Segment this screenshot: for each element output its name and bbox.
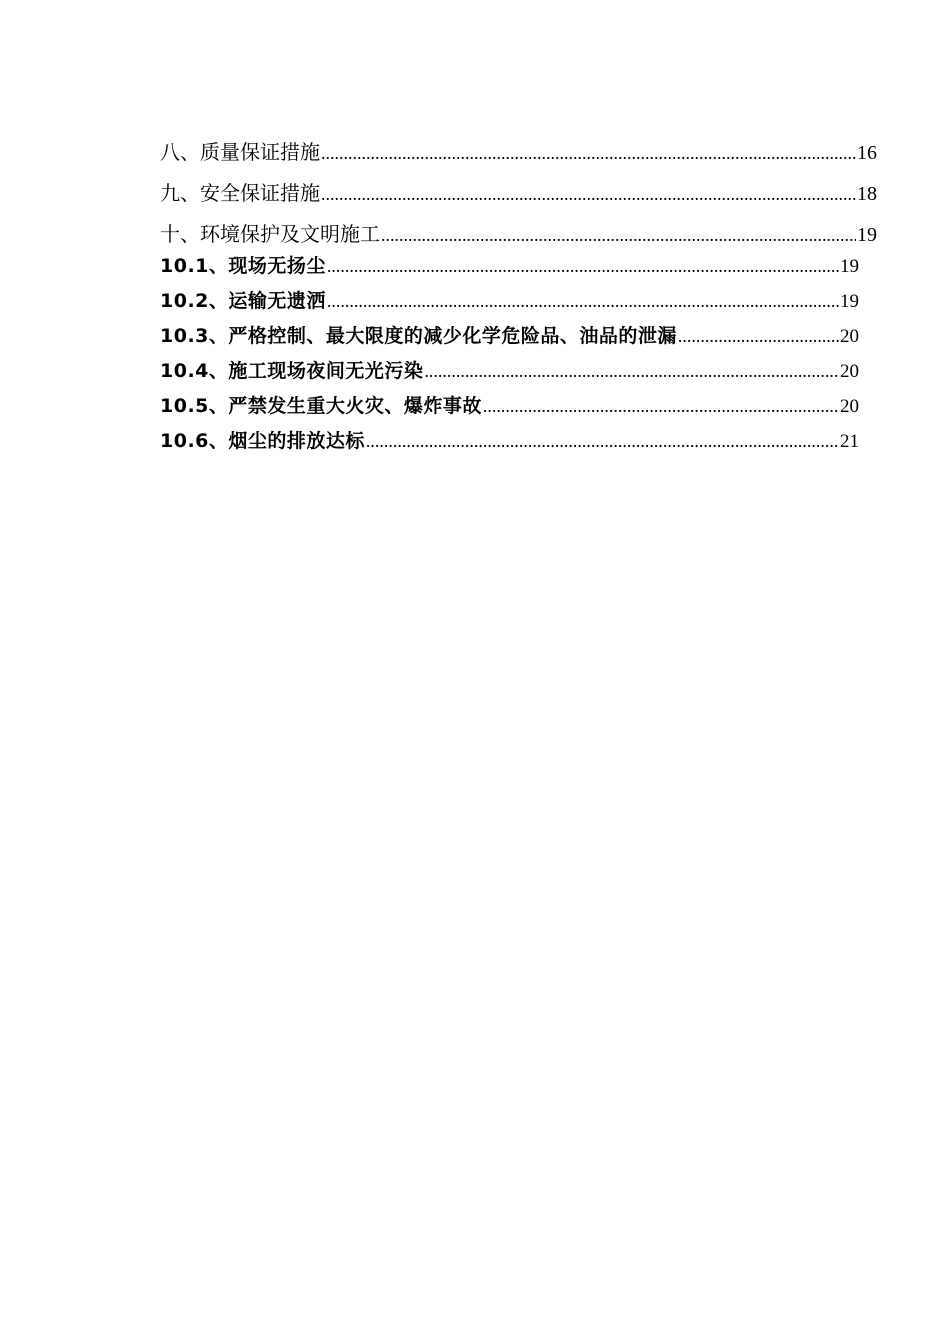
toc-entry-environmental-protection[interactable]: [160, 218, 877, 247]
toc-dot-leader: [483, 396, 839, 417]
toc-entry-safety-assurance[interactable]: [160, 177, 877, 206]
toc-entry-title: 十、环境保护及文明施工: [160, 222, 380, 246]
toc-entry-10-2[interactable]: [160, 286, 859, 313]
toc-entry-10-5[interactable]: [160, 391, 859, 418]
toc-dot-leader: [321, 184, 856, 205]
toc-page-number: 19: [840, 291, 859, 312]
toc-entry-title: 10.2、运输无遗洒: [160, 290, 326, 312]
toc-page-number: 18: [857, 183, 877, 205]
toc-dot-leader: [678, 326, 839, 347]
toc-dot-leader: [381, 225, 856, 246]
toc-entry-title: 八、质量保证措施: [160, 140, 320, 164]
toc-page-number: 21: [840, 431, 859, 452]
toc-page-number: 16: [857, 142, 877, 164]
toc-entry-title: 九、安全保证措施: [160, 181, 320, 205]
toc-entry-10-3[interactable]: [160, 321, 859, 348]
toc-entry-title: 10.4、施工现场夜间无光污染: [160, 360, 424, 382]
toc-page-number: 20: [840, 396, 859, 417]
toc-entry-10-1[interactable]: [160, 251, 859, 278]
toc-dot-leader: [321, 143, 856, 164]
toc-entry-10-4[interactable]: [160, 356, 859, 383]
toc-entry-title: 10.6、烟尘的排放达标: [160, 430, 365, 452]
toc-entry-quality-assurance[interactable]: [160, 136, 877, 165]
toc-dot-leader: [327, 256, 839, 277]
toc-page-number: 19: [857, 224, 877, 246]
toc-entry-10-6[interactable]: [160, 426, 859, 453]
toc-entry-title: 10.1、现场无扬尘: [160, 255, 326, 277]
toc-entry-title: 10.3、严格控制、最大限度的减少化学危险品、油品的泄漏: [160, 325, 677, 347]
toc-entry-title: 10.5、严禁发生重大火灾、爆炸事故: [160, 395, 482, 417]
toc-page-number: 19: [840, 256, 859, 277]
toc-page-number: 20: [840, 326, 859, 347]
toc-dot-leader: [327, 291, 839, 312]
toc-page-number: 20: [840, 361, 859, 382]
toc-dot-leader: [424, 361, 839, 382]
toc-dot-leader: [366, 431, 839, 452]
